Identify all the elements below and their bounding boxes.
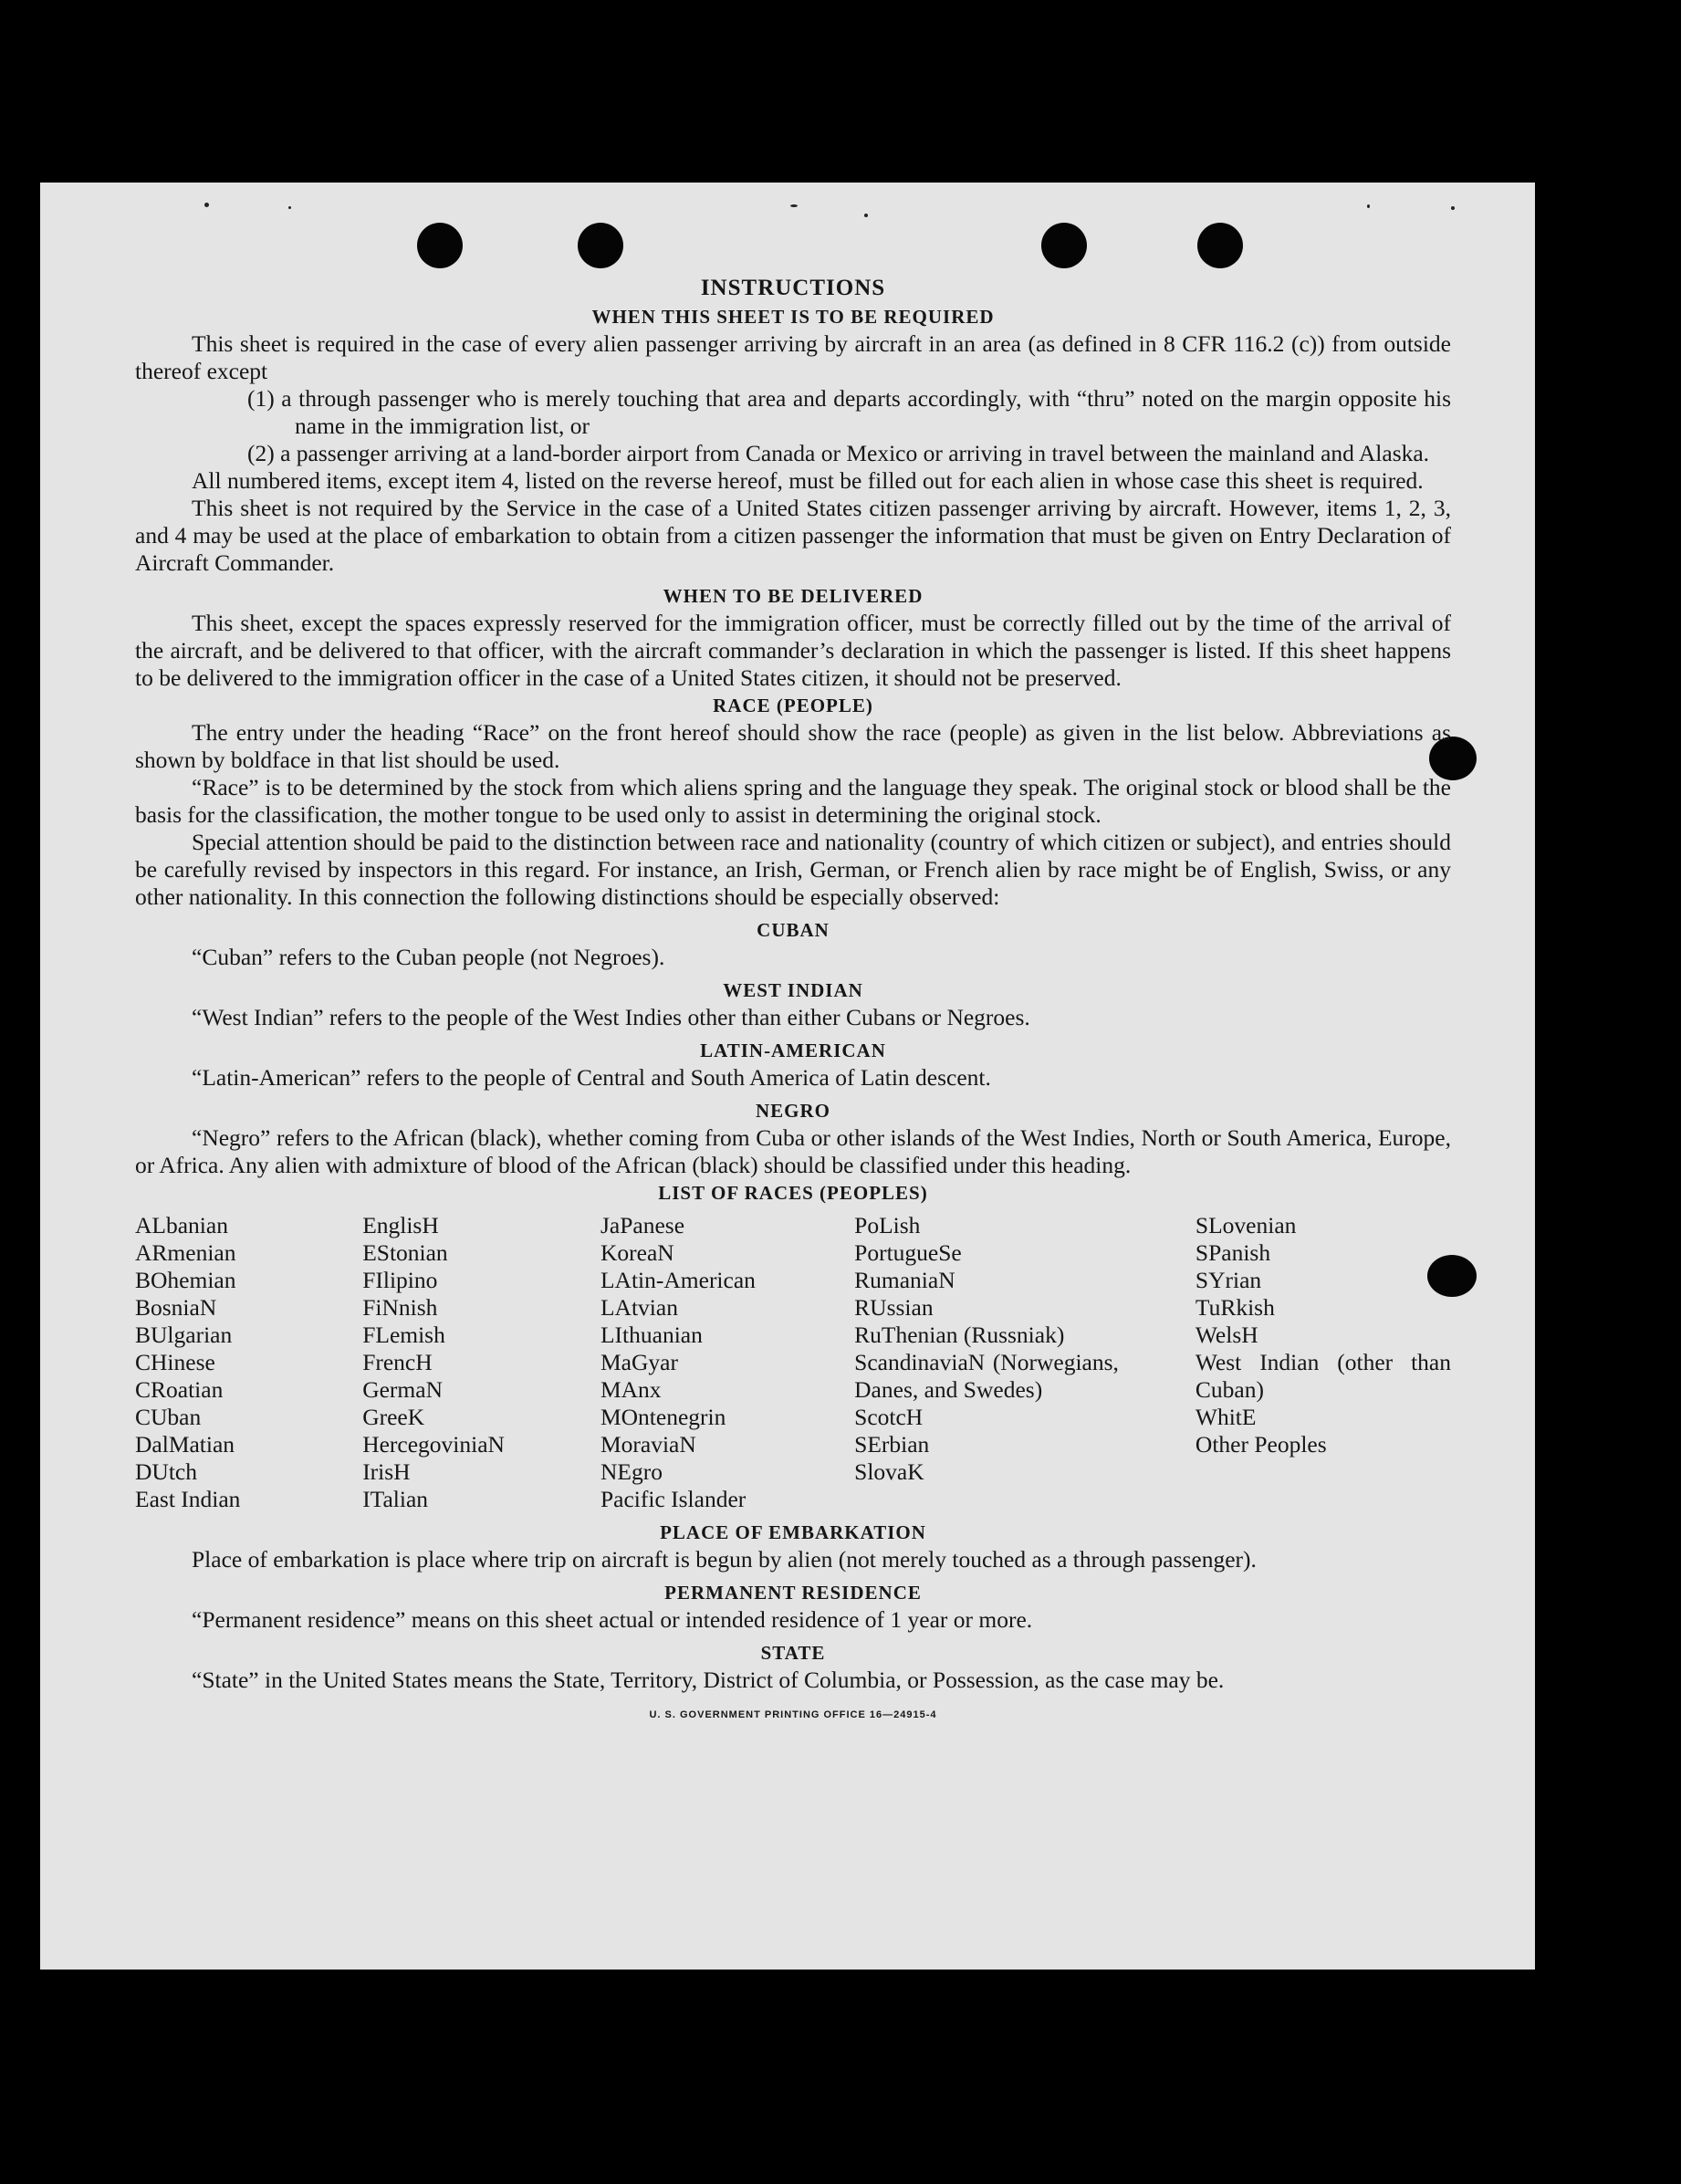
race-entry: BOhemian bbox=[135, 1267, 236, 1293]
race-entry: MAnx bbox=[600, 1376, 662, 1403]
race-entry: ITalian bbox=[362, 1486, 429, 1512]
printing-office-footer: U. S. GOVERNMENT PRINTING OFFICE 16—24915-4 bbox=[649, 1709, 937, 1720]
race-entry: FLemish bbox=[362, 1322, 445, 1348]
race-entry: PortugueSe bbox=[854, 1239, 962, 1266]
race-entry: MaGyar bbox=[600, 1349, 678, 1375]
race-entry: LAtvian bbox=[600, 1294, 678, 1321]
speck bbox=[204, 203, 209, 207]
paragraph: “Negro” refers to the African (black), whether coming from Cuba or other islands of the West Indies, North or South America, Europe, or Africa. Any alien with admixture of blood of the African (black) should be classified under this heading. bbox=[135, 1124, 1451, 1178]
race-list bbox=[135, 1212, 1451, 1513]
race-entry: PoLish bbox=[854, 1212, 921, 1238]
race-entry: BosniaN bbox=[135, 1294, 217, 1321]
race-entry: KoreaN bbox=[600, 1239, 674, 1266]
race-entry: GermaN bbox=[362, 1376, 443, 1403]
section-heading-list-of-races: LIST OF RACES (PEOPLES) bbox=[658, 1182, 928, 1204]
race-entry: FrencH bbox=[362, 1349, 433, 1375]
section-heading-west-indian: WEST INDIAN bbox=[723, 979, 863, 1001]
paragraph: “Race” is to be determined by the stock from which aliens spring and the language they speak. The original stock or blood shall be the basis for the classification, the mother tongue to be used only to assist in determining the original stock. bbox=[135, 774, 1451, 828]
paragraph: Special attention should be paid to the distinction between race and nationality (country of which citizen or subject), and entries should be carefully revised by inspectors in this regard. For instance, an Irish, German, or French alien by race might be of English, Swiss, or any other nationality. In this connection the following distinctions should be especially observed: bbox=[135, 829, 1451, 910]
punch-hole bbox=[417, 223, 463, 268]
race-column bbox=[1195, 1212, 1451, 1513]
race-entry: EnglisH bbox=[362, 1212, 439, 1238]
race-entry: ALbanian bbox=[135, 1212, 228, 1238]
race-entry: CHinese bbox=[135, 1349, 215, 1375]
race-entry: West Indian (other than Cuban) bbox=[1195, 1349, 1451, 1403]
race-entry: GreeK bbox=[362, 1404, 425, 1430]
race-entry: DUtch bbox=[135, 1458, 197, 1485]
race-entry: TuRkish bbox=[1195, 1294, 1275, 1321]
item-text: a through passenger who is merely touching that area and departs accordingly, with “thru” noted on the margin opposite his name in the immigration list, or bbox=[281, 385, 1451, 439]
section-heading-embarkation: PLACE OF EMBARKATION bbox=[660, 1521, 926, 1543]
item-number: (2) bbox=[247, 440, 275, 466]
paragraph: Place of embarkation is place where trip on aircraft is begun by alien (not merely touched as a through passenger). bbox=[192, 1546, 1257, 1573]
paragraph: “State” in the United States means the State, Territory, District of Columbia, or Possession, as the case may be. bbox=[192, 1667, 1225, 1693]
race-entry: East Indian bbox=[135, 1486, 241, 1512]
speck bbox=[288, 206, 291, 209]
page-title: INSTRUCTIONS bbox=[700, 276, 886, 300]
paragraph: “Latin-American” refers to the people of Central and South America of Latin descent. bbox=[192, 1064, 991, 1091]
race-entry: DalMatian bbox=[135, 1431, 235, 1458]
race-column bbox=[362, 1212, 600, 1513]
section-heading-latin-american: LATIN-AMERICAN bbox=[700, 1040, 886, 1061]
race-entry: CUban bbox=[135, 1404, 202, 1430]
race-entry: RumaniaN bbox=[854, 1267, 955, 1293]
race-entry: FiNnish bbox=[362, 1294, 438, 1321]
section-heading-cuban: CUBAN bbox=[757, 919, 830, 941]
section-heading-when-delivered: WHEN TO BE DELIVERED bbox=[663, 585, 924, 607]
list-item bbox=[135, 385, 1451, 440]
race-entry: ScandinaviaN (Norwegians, Danes, and Swedes) bbox=[854, 1349, 1119, 1403]
section-heading-state: STATE bbox=[760, 1642, 826, 1664]
race-entry: JaPanese bbox=[600, 1212, 685, 1238]
speck bbox=[790, 204, 798, 207]
punch-hole bbox=[1041, 223, 1087, 268]
race-entry: SLovenian bbox=[1195, 1212, 1297, 1238]
paragraph: This sheet is required in the case of every alien passenger arriving by aircraft in an area (as defined in 8 CFR 116.2 (c)) from outside thereof except bbox=[135, 330, 1451, 384]
race-entry: FIlipino bbox=[362, 1267, 438, 1293]
race-entry: LIthuanian bbox=[600, 1322, 703, 1348]
section-heading-when-required: WHEN THIS SHEET IS TO BE REQUIRED bbox=[591, 306, 995, 328]
race-entry: SYrian bbox=[1195, 1267, 1262, 1293]
race-entry: CRoatian bbox=[135, 1376, 224, 1403]
paragraph: “Cuban” refers to the Cuban people (not Negroes). bbox=[192, 944, 665, 970]
race-entry: WelsH bbox=[1195, 1322, 1258, 1348]
punch-hole bbox=[1197, 223, 1243, 268]
race-entry: RUssian bbox=[854, 1294, 934, 1321]
race-entry: WhitE bbox=[1195, 1404, 1257, 1430]
paragraph: All numbered items, except item 4, listed on the reverse hereof, must be filled out for each alien in whose case this sheet is required. bbox=[192, 467, 1424, 494]
speck bbox=[864, 214, 868, 217]
item-number: (1) bbox=[247, 385, 275, 412]
instructions-body bbox=[135, 274, 1451, 1729]
race-column bbox=[135, 1212, 362, 1513]
race-entry: BUlgarian bbox=[135, 1322, 233, 1348]
race-entry: ScotcH bbox=[854, 1404, 924, 1430]
race-entry: SErbian bbox=[854, 1431, 930, 1458]
paragraph: This sheet is not required by the Service in the case of a United States citizen passenger arriving by aircraft. However, items 1, 2, 3, and 4 may be used at the place of embarkation to obtain from a citizen passenger the information that must be given on Entry Declaration of Aircraft Commander. bbox=[135, 495, 1451, 576]
paragraph: “West Indian” refers to the people of the West Indies other than either Cubans or Negroes. bbox=[192, 1004, 1030, 1030]
section-heading-negro: NEGRO bbox=[755, 1100, 830, 1122]
race-entry: SPanish bbox=[1195, 1239, 1271, 1266]
speck bbox=[1451, 206, 1455, 210]
paragraph: This sheet, except the spaces expressly reserved for the immigration officer, must be correctly filled out by the time of the arrival of the aircraft, and be delivered to that officer, with the aircraft commander’s declaration in which the passenger is listed. If this sheet happens to be delivered to the immigration officer in the case of a United States citizen, it should not be preserved. bbox=[135, 610, 1451, 691]
section-heading-residence: PERMANENT RESIDENCE bbox=[664, 1582, 922, 1604]
race-entry: NEgro bbox=[600, 1458, 663, 1485]
race-entry: HercegoviniaN bbox=[362, 1431, 505, 1458]
paragraph: “Permanent residence” means on this sheet actual or intended residence of 1 year or more. bbox=[192, 1606, 1033, 1633]
race-entry: MoraviaN bbox=[600, 1431, 696, 1458]
race-entry: Pacific Islander bbox=[600, 1486, 747, 1512]
speck bbox=[1367, 204, 1370, 208]
race-column bbox=[854, 1212, 1119, 1513]
race-entry: ARmenian bbox=[135, 1239, 236, 1266]
list-item bbox=[135, 440, 1451, 467]
race-column bbox=[600, 1212, 854, 1513]
race-entry: EStonian bbox=[362, 1239, 448, 1266]
race-entry: Other Peoples bbox=[1195, 1431, 1327, 1458]
race-entry: MOntenegrin bbox=[600, 1404, 726, 1430]
punch-hole bbox=[578, 223, 623, 268]
race-entry: LAtin-American bbox=[600, 1267, 756, 1293]
race-entry: SlovaK bbox=[854, 1458, 924, 1485]
paragraph: The entry under the heading “Race” on the front hereof should show the race (people) as given in the list below. Abbreviations as shown by boldface in that list should be used. bbox=[135, 719, 1451, 773]
race-entry: RuThenian (Russniak) bbox=[854, 1322, 1065, 1348]
section-heading-race: RACE (PEOPLE) bbox=[713, 695, 873, 716]
item-text: a passenger arriving at a land-border airport from Canada or Mexico or arriving in travel between the mainland and Alaska. bbox=[280, 440, 1430, 466]
race-entry: IrisH bbox=[362, 1458, 411, 1485]
